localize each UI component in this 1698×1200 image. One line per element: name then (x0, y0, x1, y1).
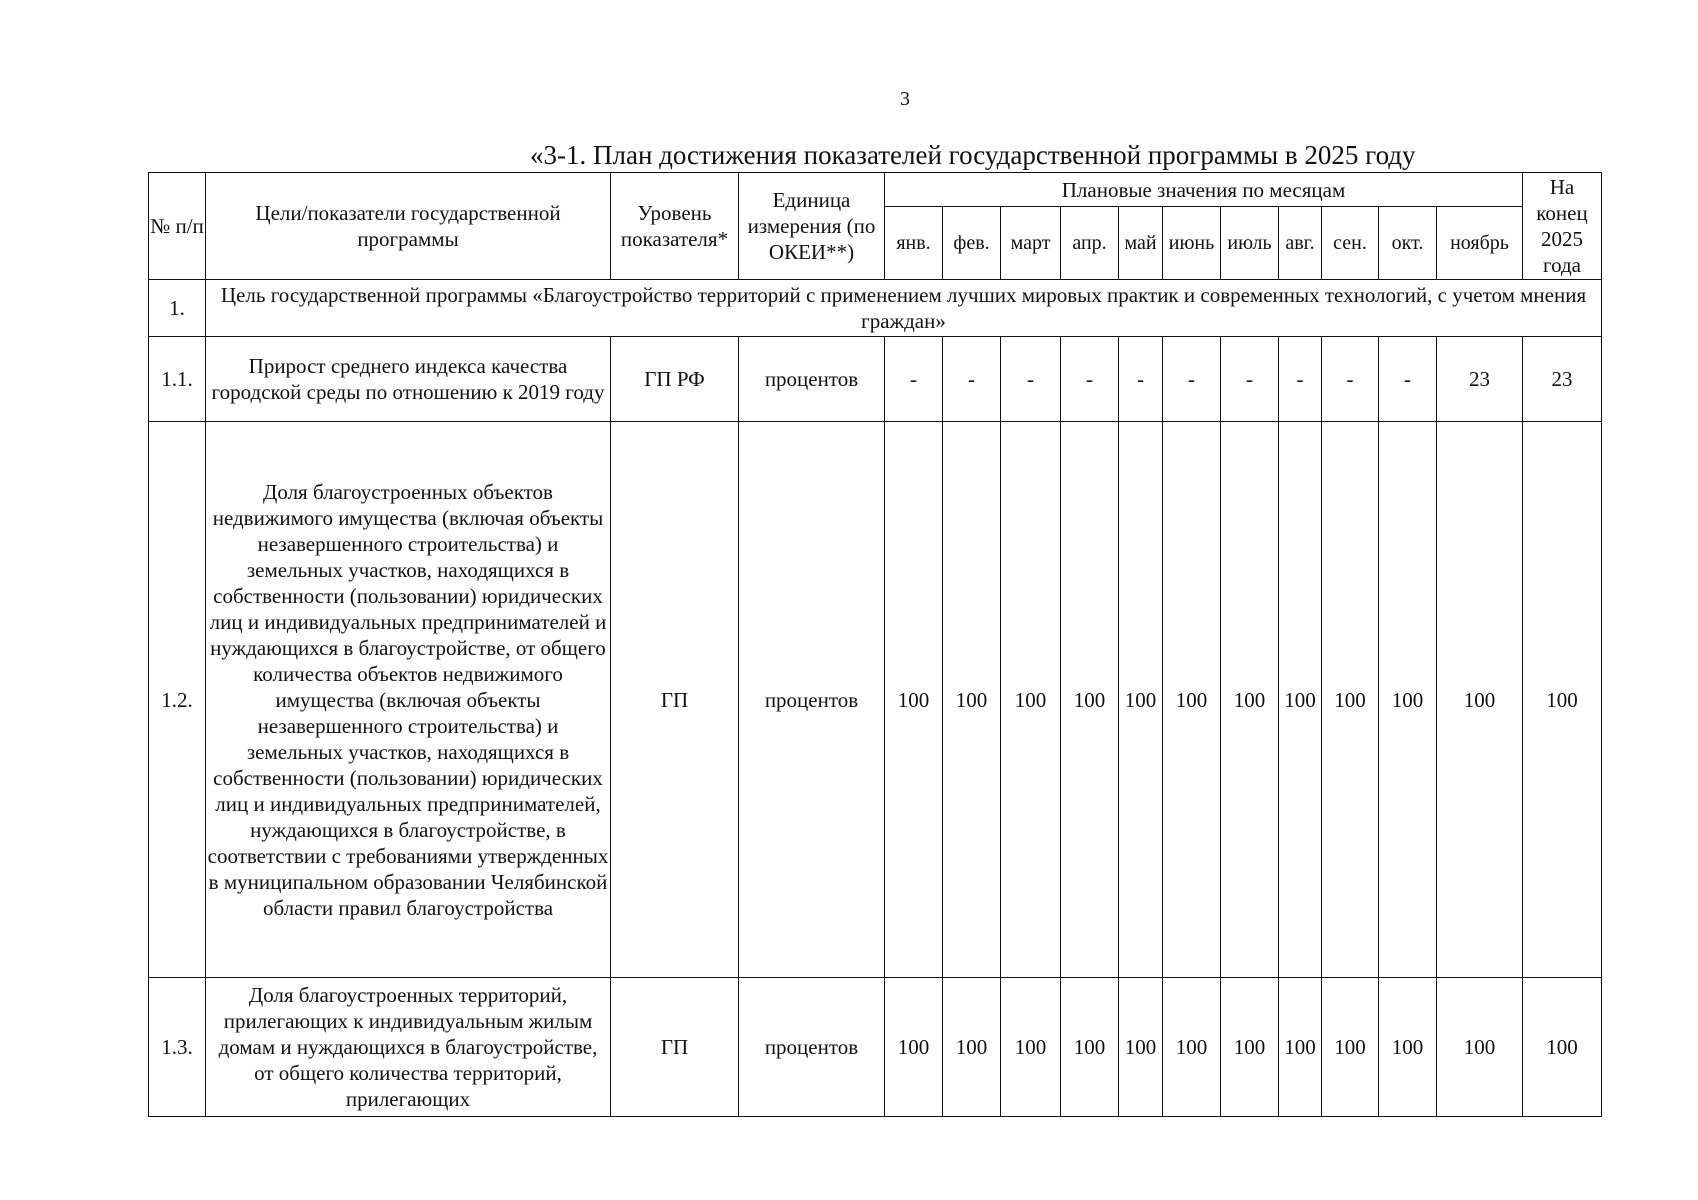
month-value: - (943, 337, 1001, 422)
month-value: 100 (1119, 422, 1163, 978)
indicator-name: Доля благоустроенных территорий, прилегающих к индивидуальным жилым домам и нуждающихся в благоустройстве, от общего количества территорий, прилегающих (206, 978, 611, 1117)
month-value: 100 (1119, 978, 1163, 1117)
month-value: 100 (1279, 422, 1322, 978)
month-value: 23 (1437, 337, 1523, 422)
month-value: 100 (943, 422, 1001, 978)
header-month: фев. (943, 207, 1001, 280)
header-month: июль (1221, 207, 1279, 280)
end-value: 100 (1523, 422, 1602, 978)
month-value: 100 (1163, 422, 1221, 978)
goal-num: 1. (149, 280, 206, 337)
header-month: май (1119, 207, 1163, 280)
month-value: - (1001, 337, 1061, 422)
table-row (149, 422, 1602, 978)
month-value: 100 (1322, 422, 1379, 978)
indicator-unit: процентов (739, 337, 885, 422)
indicator-level: ГП (611, 978, 739, 1117)
month-value: 100 (943, 978, 1001, 1117)
month-value: 100 (1221, 422, 1279, 978)
month-value: 100 (1379, 978, 1437, 1117)
month-value: 100 (1279, 978, 1322, 1117)
indicator-unit: процентов (739, 422, 885, 978)
indicator-name: Доля благоустроенных объектов недвижимого имущества (включая объекты незавершенного строительства) и земельных участков, находящихся в собственности (пользовании) юридических лиц и индивидуальных предпринимателей и нуждающихся в благоустройстве, от общего количества объектов недвижимого имущества (включая объекты незавершенного строительства) и земельных участков, находящихся в собственности (пользовании) юридических лиц и индивидуальных предпринимателей, нуждающихся в благоустройстве, в соответствии с требованиями утвержденных в муниципальном образовании Челябинской области правил благоустройства (206, 422, 611, 978)
month-value: 100 (1163, 978, 1221, 1117)
month-value: - (1163, 337, 1221, 422)
goal-text: Цель государственной программы «Благоустройство территорий с применением лучших мировых практик и современных технологий, с учетом мнения граждан» (206, 280, 1602, 337)
month-value: - (1061, 337, 1119, 422)
header-level: Уровень показателя* (611, 173, 739, 280)
table-row (149, 337, 1602, 422)
header-end: На конец 2025 года (1523, 173, 1602, 280)
header-month: ноябрь (1437, 207, 1523, 280)
month-value: 100 (1437, 422, 1523, 978)
header-unit: Единица измерения (по ОКЕИ**) (739, 173, 885, 280)
month-value: 100 (1437, 978, 1523, 1117)
month-value: 100 (1322, 978, 1379, 1117)
header-goal: Цели/показатели государственной программы (206, 173, 611, 280)
header-month: авг. (1279, 207, 1322, 280)
month-value: - (1322, 337, 1379, 422)
month-value: 100 (1221, 978, 1279, 1117)
month-value: 100 (1061, 978, 1119, 1117)
header-month: март (1001, 207, 1061, 280)
document-title: «3-1. План достижения показателей государственной программы в 2025 году (530, 140, 1416, 170)
indicator-name: Прирост среднего индекса качества городской среды по отношению к 2019 году (206, 337, 611, 422)
header-month: окт. (1379, 207, 1437, 280)
goal-row (149, 280, 1602, 337)
month-value: - (1379, 337, 1437, 422)
page-number: 3 (900, 88, 910, 110)
indicator-unit: процентов (739, 978, 885, 1117)
table-row (149, 978, 1602, 1117)
indicator-level: ГП (611, 422, 739, 978)
header-month: апр. (1061, 207, 1119, 280)
month-value: 100 (885, 978, 943, 1117)
header-num: № п/п (149, 173, 206, 280)
month-value: - (885, 337, 943, 422)
month-value: 100 (1001, 978, 1061, 1117)
month-value: - (1221, 337, 1279, 422)
month-value: - (1279, 337, 1322, 422)
plan-table (148, 172, 1602, 1117)
month-value: 100 (885, 422, 943, 978)
header-month: янв. (885, 207, 943, 280)
month-value: 100 (1061, 422, 1119, 978)
month-value: 100 (1379, 422, 1437, 978)
header-month: сен. (1322, 207, 1379, 280)
header-month: июнь (1163, 207, 1221, 280)
end-value: 100 (1523, 978, 1602, 1117)
indicator-level: ГП РФ (611, 337, 739, 422)
row-num: 1.2. (149, 422, 206, 978)
header-planned: Плановые значения по месяцам (885, 173, 1523, 207)
end-value: 23 (1523, 337, 1602, 422)
month-value: - (1119, 337, 1163, 422)
month-value: 100 (1001, 422, 1061, 978)
row-num: 1.1. (149, 337, 206, 422)
row-num: 1.3. (149, 978, 206, 1117)
